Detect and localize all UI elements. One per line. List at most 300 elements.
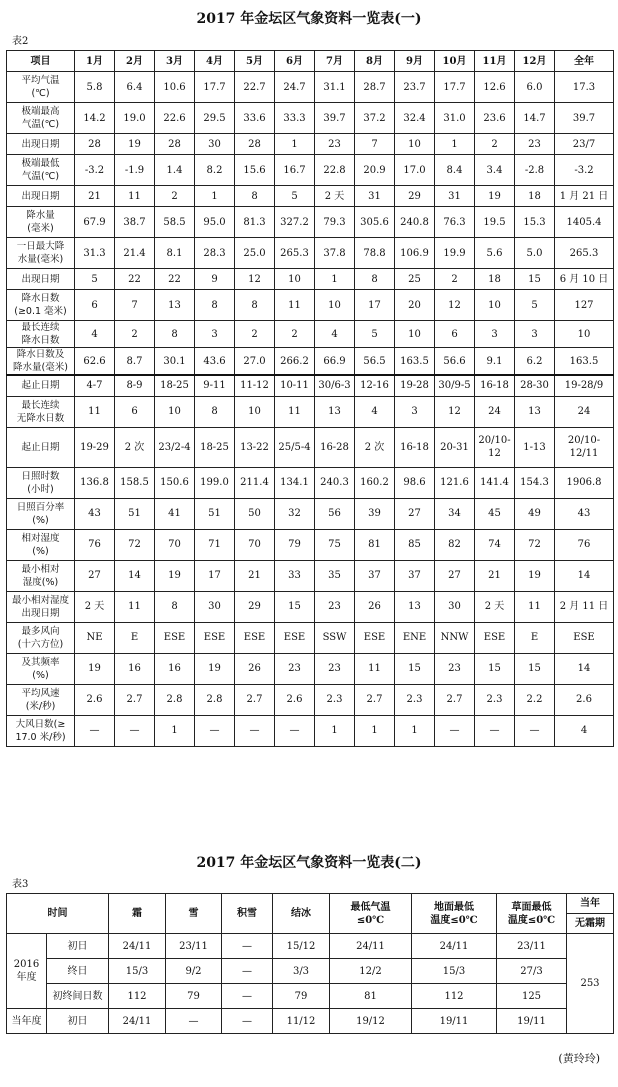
row-label: 及其频率 (%): [7, 653, 75, 684]
table-cell: 2.8: [155, 684, 195, 715]
table-cell: 10: [155, 396, 195, 427]
table-cell: 30: [435, 591, 475, 622]
table-cell: 1-13: [515, 427, 555, 467]
table-cell: 2.8: [195, 684, 235, 715]
table-cell: NE: [75, 622, 115, 653]
table-cell: 16-18: [475, 375, 515, 396]
table-cell: 2.2: [515, 684, 555, 715]
table-cell: 31: [355, 186, 395, 207]
table-cell: 22.7: [235, 72, 275, 103]
column-header: 项目: [7, 51, 75, 72]
table-cell: 19: [155, 560, 195, 591]
table-cell: 1405.4: [555, 207, 614, 238]
table-cell: ESE: [195, 622, 235, 653]
year-2017-label: 当年度: [7, 1009, 47, 1034]
table-cell: 76: [75, 529, 115, 560]
table-cell: 62.6: [75, 348, 115, 376]
table-cell: 28: [235, 134, 275, 155]
table-cell: 43: [555, 498, 614, 529]
table-cell: 6.4: [115, 72, 155, 103]
table-cell: 79.3: [315, 207, 355, 238]
table-cell: 8.2: [195, 155, 235, 186]
table-cell: 11: [515, 591, 555, 622]
table-cell: 79: [166, 984, 222, 1009]
table-cell: E: [115, 622, 155, 653]
table-cell: 19-28/9: [555, 375, 614, 396]
col-header: 结冰: [273, 894, 330, 934]
table-cell: 76: [555, 529, 614, 560]
table-cell: 66.9: [315, 348, 355, 376]
time-header: 时间: [7, 894, 109, 934]
table-cell: 98.6: [395, 467, 435, 498]
table-cell: 18-25: [195, 427, 235, 467]
table-cell: 15: [515, 269, 555, 290]
table-cell: 30: [195, 134, 235, 155]
table-cell: 150.6: [155, 467, 195, 498]
table-cell: -1.9: [115, 155, 155, 186]
table-cell: 1: [435, 134, 475, 155]
climate-table-1: [6, 50, 614, 747]
table-cell: 8: [235, 186, 275, 207]
table-cell: 82: [435, 529, 475, 560]
table-cell: —: [75, 715, 115, 746]
col-header: 雪: [166, 894, 222, 934]
column-header: 12月: [515, 51, 555, 72]
table-cell: 30: [195, 591, 235, 622]
table-cell: 34: [435, 498, 475, 529]
table-cell: —: [475, 715, 515, 746]
table-cell: 4: [315, 321, 355, 348]
table-cell: 10-11: [275, 375, 315, 396]
table-cell: 14.2: [75, 103, 115, 134]
row-label: 平均气温 (℃): [7, 72, 75, 103]
table-cell: SSW: [315, 622, 355, 653]
table-cell: —: [275, 715, 315, 746]
table-cell: 31.3: [75, 238, 115, 269]
table-cell: 13: [155, 290, 195, 321]
col-header: 草面最低 温度≤0℃: [497, 894, 567, 934]
table-cell: 23: [515, 134, 555, 155]
table-cell: 2: [275, 321, 315, 348]
table-cell: 240.8: [395, 207, 435, 238]
table-cell: 2.7: [235, 684, 275, 715]
table-cell: 1: [395, 715, 435, 746]
row-label: 日照百分率 (%): [7, 498, 75, 529]
table-cell: 2 月 11 日: [555, 591, 614, 622]
table-cell: 19: [475, 186, 515, 207]
table-cell: 240.3: [315, 467, 355, 498]
table-cell: 33: [275, 560, 315, 591]
table-cell: 14: [555, 653, 614, 684]
table-cell: 9: [195, 269, 235, 290]
row-label: 极端最低 气温(℃): [7, 155, 75, 186]
table-cell: 136.8: [75, 467, 115, 498]
table-cell: 20/10- 12: [475, 427, 515, 467]
row-label: 一日最大降 水量(毫米): [7, 238, 75, 269]
table-cell: E: [515, 622, 555, 653]
table-cell: 127: [555, 290, 614, 321]
table-cell: 19/12: [330, 1009, 412, 1034]
table-cell: 163.5: [555, 348, 614, 376]
table-cell: 6 月 10 日: [555, 269, 614, 290]
table-cell: 67.9: [75, 207, 115, 238]
table2-title: 2017 年金坛区气象资料一览表(一): [196, 11, 422, 27]
table-cell: 24: [475, 396, 515, 427]
table-cell: 51: [115, 498, 155, 529]
table-cell: 24/11: [412, 934, 497, 959]
table-cell: 12: [435, 396, 475, 427]
table-cell: 24: [555, 396, 614, 427]
table-cell: 15: [395, 653, 435, 684]
table-cell: 27: [395, 498, 435, 529]
table-cell: 37: [355, 560, 395, 591]
row-label: 降水日数 (≥0.1 毫米): [7, 290, 75, 321]
table-cell: 10.6: [155, 72, 195, 103]
table-cell: 22.6: [155, 103, 195, 134]
table-cell: 16.7: [275, 155, 315, 186]
table-cell: 25/5-4: [275, 427, 315, 467]
table-cell: 15/3: [412, 959, 497, 984]
table-cell: 28.7: [355, 72, 395, 103]
table-cell: 35: [315, 560, 355, 591]
table-cell: 3: [475, 321, 515, 348]
table-cell: 13: [315, 396, 355, 427]
table-cell: 23/11: [166, 934, 222, 959]
table-cell: 17: [195, 560, 235, 591]
table-cell: 78.8: [355, 238, 395, 269]
table-cell: 8: [155, 321, 195, 348]
table-cell: 20-31: [435, 427, 475, 467]
table-cell: 19.9: [435, 238, 475, 269]
table-cell: 25.0: [235, 238, 275, 269]
row-label: 最小相对 湿度(%): [7, 560, 75, 591]
table-cell: -3.2: [555, 155, 614, 186]
table-cell: —: [222, 934, 273, 959]
table-cell: 27/3: [497, 959, 567, 984]
table-cell: 2.3: [475, 684, 515, 715]
table-cell: 37: [395, 560, 435, 591]
table-cell: 27: [75, 560, 115, 591]
table-cell: 1: [275, 134, 315, 155]
table-cell: 30/6-3: [315, 375, 355, 396]
table-cell: 15: [275, 591, 315, 622]
table-cell: 58.5: [155, 207, 195, 238]
table-cell: 33.3: [275, 103, 315, 134]
table-cell: 11: [115, 186, 155, 207]
table-cell: 2: [235, 321, 275, 348]
table-cell: 9/2: [166, 959, 222, 984]
row-label: 起止日期: [7, 427, 75, 467]
table-cell: 5.0: [515, 238, 555, 269]
table-cell: 5.8: [75, 72, 115, 103]
row-label: 最小相对湿度 出现日期: [7, 591, 75, 622]
table-cell: 74: [475, 529, 515, 560]
table-cell: 3.4: [475, 155, 515, 186]
table-cell: 19: [515, 560, 555, 591]
author-credit: (黄玲玲): [558, 1052, 600, 1065]
table-cell: 11-12: [235, 375, 275, 396]
table-cell: 2.6: [275, 684, 315, 715]
table-cell: 81: [330, 984, 412, 1009]
table-cell: 16-28: [315, 427, 355, 467]
table-cell: 23: [315, 591, 355, 622]
column-header: 11月: [475, 51, 515, 72]
table-cell: 32: [275, 498, 315, 529]
table-cell: 27.0: [235, 348, 275, 376]
table-cell: 19: [75, 653, 115, 684]
column-header: 3月: [155, 51, 195, 72]
table-cell: 21: [235, 560, 275, 591]
row-label: 出现日期: [7, 269, 75, 290]
table-cell: ESE: [155, 622, 195, 653]
table-cell: 16-18: [395, 427, 435, 467]
table-cell: 13: [395, 591, 435, 622]
table-cell: 15/3: [109, 959, 166, 984]
table-cell: 17.7: [195, 72, 235, 103]
row-label: 降水日数及 降水量(毫米): [7, 348, 75, 376]
row-label: 初日: [47, 1009, 109, 1034]
table-cell: 106.9: [395, 238, 435, 269]
row-label: 初终间日数: [47, 984, 109, 1009]
column-header: 8月: [355, 51, 395, 72]
table-cell: 211.4: [235, 467, 275, 498]
table-cell: —: [166, 1009, 222, 1034]
table-cell: 76.3: [435, 207, 475, 238]
row-label: 降水量 (毫米): [7, 207, 75, 238]
table-cell: 5: [75, 269, 115, 290]
table-cell: 95.0: [195, 207, 235, 238]
table-cell: 22: [115, 269, 155, 290]
table-cell: 2.6: [75, 684, 115, 715]
table-cell: 56.5: [355, 348, 395, 376]
table-cell: 10: [235, 396, 275, 427]
table-cell: 17.7: [435, 72, 475, 103]
table-cell: 6: [435, 321, 475, 348]
table-cell: 134.1: [275, 467, 315, 498]
table-cell: 29: [235, 591, 275, 622]
table-cell: 39.7: [315, 103, 355, 134]
table-cell: 15.3: [515, 207, 555, 238]
table-cell: ESE: [355, 622, 395, 653]
frost-free-days: 253: [567, 934, 614, 1034]
table-cell: 72: [115, 529, 155, 560]
table-cell: 43.6: [195, 348, 235, 376]
table-cell: 43: [75, 498, 115, 529]
table-cell: 31: [435, 186, 475, 207]
climate-table-2: [6, 893, 614, 1034]
table-cell: 24/11: [109, 1009, 166, 1034]
table-cell: 23: [315, 134, 355, 155]
table-cell: —: [115, 715, 155, 746]
table-cell: 6.2: [515, 348, 555, 376]
table-cell: 18: [475, 269, 515, 290]
table-cell: 17.3: [555, 72, 614, 103]
table-cell: 11: [275, 290, 315, 321]
table-cell: —: [222, 1009, 273, 1034]
col-header: 霜: [109, 894, 166, 934]
table-cell: 265.3: [555, 238, 614, 269]
table-cell: 12: [235, 269, 275, 290]
table-cell: 19/11: [497, 1009, 567, 1034]
table-cell: 12: [435, 290, 475, 321]
table-cell: 19: [115, 134, 155, 155]
table-cell: 1: [315, 269, 355, 290]
table-cell: —: [222, 959, 273, 984]
table-cell: 19/11: [412, 1009, 497, 1034]
table-cell: 39: [355, 498, 395, 529]
table-cell: 2.3: [315, 684, 355, 715]
table-cell: 327.2: [275, 207, 315, 238]
table-cell: 112: [412, 984, 497, 1009]
table-cell: 81: [355, 529, 395, 560]
table-cell: 21: [75, 186, 115, 207]
table-cell: 154.3: [515, 467, 555, 498]
table-cell: —: [235, 715, 275, 746]
table-cell: 56: [315, 498, 355, 529]
table-cell: 37.8: [315, 238, 355, 269]
table-cell: 3: [195, 321, 235, 348]
column-header: 全年: [555, 51, 614, 72]
table-cell: 5: [355, 321, 395, 348]
table-cell: 266.2: [275, 348, 315, 376]
table-cell: 72: [515, 529, 555, 560]
table-cell: 27: [435, 560, 475, 591]
table-cell: 1: [315, 715, 355, 746]
table-cell: 121.6: [435, 467, 475, 498]
table-cell: 3: [395, 396, 435, 427]
row-label: 最长连续 降水日数: [7, 321, 75, 348]
table-cell: 1 月 21 日: [555, 186, 614, 207]
table-cell: 24.7: [275, 72, 315, 103]
table-cell: 160.2: [355, 467, 395, 498]
table-cell: 1.4: [155, 155, 195, 186]
table-cell: 2.3: [395, 684, 435, 715]
column-header: 1月: [75, 51, 115, 72]
table-cell: 26: [355, 591, 395, 622]
table-cell: 2 天: [475, 591, 515, 622]
table-cell: 50: [235, 498, 275, 529]
table-cell: ESE: [275, 622, 315, 653]
table-cell: 24/11: [109, 934, 166, 959]
table-cell: 2.6: [555, 684, 614, 715]
col-header: 当年: [567, 894, 614, 914]
col-header: 最低气温 ≤0℃: [330, 894, 412, 934]
column-header: 9月: [395, 51, 435, 72]
table-cell: 9.1: [475, 348, 515, 376]
table-cell: 2: [115, 321, 155, 348]
table-cell: 12/2: [330, 959, 412, 984]
table-cell: 8.4: [435, 155, 475, 186]
table-cell: 12-16: [355, 375, 395, 396]
table-cell: 30.1: [155, 348, 195, 376]
table-cell: 19.5: [475, 207, 515, 238]
row-label: 相对湿度 (%): [7, 529, 75, 560]
table-cell: 22.8: [315, 155, 355, 186]
table-cell: —: [515, 715, 555, 746]
table-cell: 21.4: [115, 238, 155, 269]
table-cell: 8: [195, 290, 235, 321]
table-cell: 2: [435, 269, 475, 290]
table-cell: 14.7: [515, 103, 555, 134]
table-cell: 11: [115, 591, 155, 622]
table-cell: 81.3: [235, 207, 275, 238]
table-cell: 3/3: [273, 959, 330, 984]
table-cell: 8: [195, 396, 235, 427]
table-cell: 8.1: [155, 238, 195, 269]
table-cell: 7: [355, 134, 395, 155]
table-cell: 1: [195, 186, 235, 207]
table-cell: 38.7: [115, 207, 155, 238]
column-header: 2月: [115, 51, 155, 72]
table-cell: 2 次: [355, 427, 395, 467]
col-header: 无霜期: [567, 914, 614, 934]
table-cell: 15: [515, 653, 555, 684]
table-cell: 1906.8: [555, 467, 614, 498]
table-cell: 1: [155, 715, 195, 746]
table-cell: 7: [115, 290, 155, 321]
table-cell: 2.7: [355, 684, 395, 715]
table-cell: 29.5: [195, 103, 235, 134]
table-cell: 28: [155, 134, 195, 155]
row-label: 极端最高 气温(℃): [7, 103, 75, 134]
column-header: 7月: [315, 51, 355, 72]
table-cell: 41: [155, 498, 195, 529]
table-cell: —: [222, 984, 273, 1009]
table-cell: 25: [395, 269, 435, 290]
table-cell: 14: [555, 560, 614, 591]
table-cell: 4-7: [75, 375, 115, 396]
table-cell: 6: [75, 290, 115, 321]
table-cell: ESE: [235, 622, 275, 653]
table-cell: 71: [195, 529, 235, 560]
table2-label: 表2: [12, 36, 29, 47]
table-cell: 31.1: [315, 72, 355, 103]
table-cell: 79: [273, 984, 330, 1009]
table-cell: 21: [475, 560, 515, 591]
table-cell: 10: [315, 290, 355, 321]
table-cell: 75: [315, 529, 355, 560]
table-cell: 265.3: [275, 238, 315, 269]
table-cell: 49: [515, 498, 555, 529]
table-cell: 2 天: [75, 591, 115, 622]
table-cell: 56.6: [435, 348, 475, 376]
row-label: 出现日期: [7, 134, 75, 155]
table-cell: 33.6: [235, 103, 275, 134]
table-cell: 6.0: [515, 72, 555, 103]
year-2016-label: 2016 年度: [7, 934, 47, 1009]
table-cell: 23/2-4: [155, 427, 195, 467]
table-cell: 23/11: [497, 934, 567, 959]
column-header: 6月: [275, 51, 315, 72]
table-cell: 23/7: [555, 134, 614, 155]
col-header: 地面最低 温度≤0℃: [412, 894, 497, 934]
table-cell: 2: [155, 186, 195, 207]
table-cell: 85: [395, 529, 435, 560]
table-cell: 17.0: [395, 155, 435, 186]
table-cell: 19-28: [395, 375, 435, 396]
table-cell: 8: [235, 290, 275, 321]
table-cell: 23: [435, 653, 475, 684]
table-cell: 18: [515, 186, 555, 207]
table-cell: 4: [355, 396, 395, 427]
table-cell: ESE: [555, 622, 614, 653]
table-cell: 10: [555, 321, 614, 348]
row-label: 出现日期: [7, 186, 75, 207]
table-cell: 1: [355, 715, 395, 746]
table-cell: 20.9: [355, 155, 395, 186]
table-cell: 15.6: [235, 155, 275, 186]
table-cell: 8-9: [115, 375, 155, 396]
